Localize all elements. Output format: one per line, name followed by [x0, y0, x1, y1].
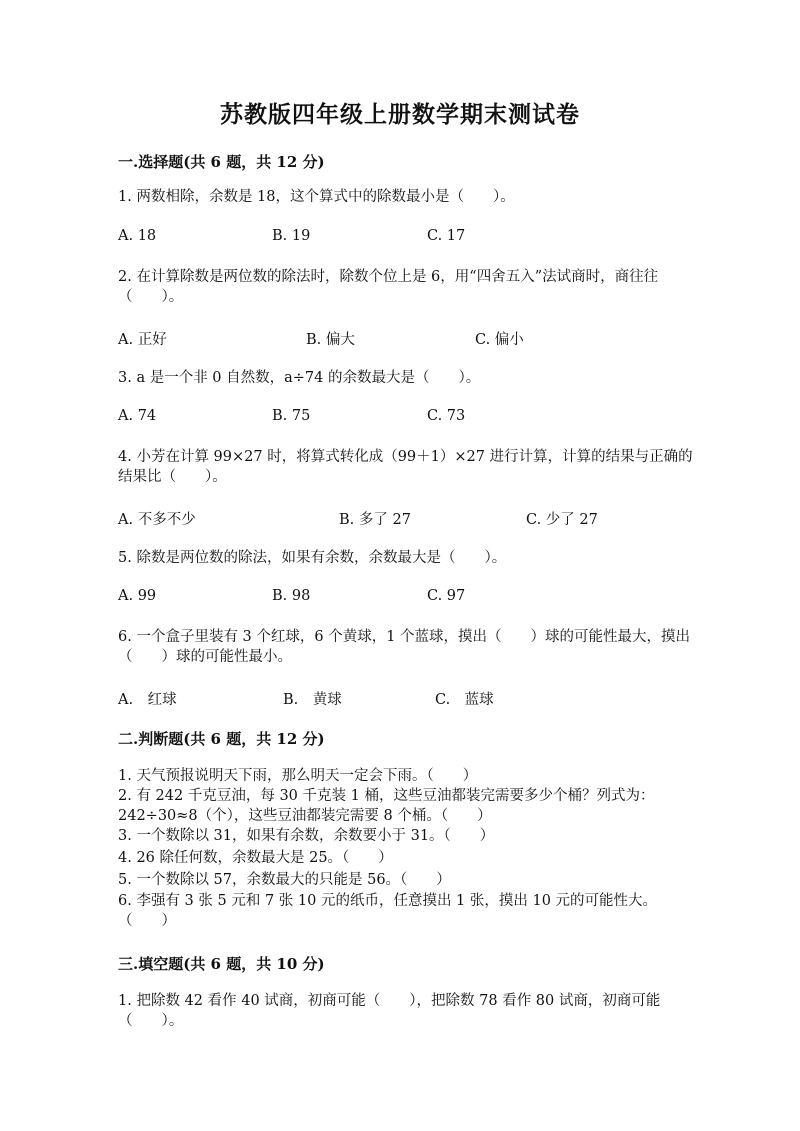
options-5 [118, 588, 718, 610]
question-1: 1. 两数相除，余数是 18，这个算式中的除数最小是（ ）。 [118, 189, 515, 205]
judgment-item-3: 3. 一个数除以 31，如果有余数，余数要小于 31。（ ） [118, 828, 495, 844]
options-6 [118, 688, 718, 710]
options-2 [118, 328, 718, 350]
option-b: B. 偏大 [306, 332, 355, 348]
question-4: 4. 小芳在计算 99×27 时，将算式转化成（99＋1）×27 进行计算，计算的结果与正确的结果比（ ）。 [118, 449, 693, 485]
judgment-item-2: 2. 有 242 千克豆油，每 30 千克装 1 桶，这些豆油都装完需要多少个桶？列式为：242÷30≈8（个），这些豆油都装完需要 8 个桶。（ ） [118, 788, 655, 824]
option-a: A. 正好 [118, 332, 167, 348]
option-c: C. 97 [427, 588, 466, 604]
option-b: B. 黄球 [283, 692, 342, 708]
options-4 [118, 508, 718, 530]
page-title: 苏教版四年级上册数学期末测试卷 [220, 101, 580, 128]
option-b: B. 19 [272, 228, 311, 244]
judgment-item-1: 1. 天气预报说明天下雨，那么明天一定会下雨。（ ） [118, 768, 478, 784]
judgment-item-5: 5. 一个数除以 57，余数最大的只能是 56。（ ） [118, 872, 451, 888]
option-a: A. 74 [118, 408, 157, 424]
option-a: A. 不多不少 [118, 512, 196, 528]
option-a: A. 18 [118, 228, 157, 244]
option-c: C. 17 [427, 228, 466, 244]
section-heading-choice: 一.选择题(共 6 题，共 12 分) [118, 153, 325, 171]
judgment-item-4: 4. 26 除任何数，余数最大是 25。（ ） [118, 850, 393, 866]
options-3 [118, 408, 718, 430]
option-c: C. 73 [427, 408, 466, 424]
option-c: C. 少了 27 [526, 512, 598, 528]
question-2: 2. 在计算除数是两位数的除法时，除数个位上是 6，用“四舍五入”法试商时，商往往（ ）。 [118, 269, 659, 305]
fill-question-1: 1. 把除数 42 看作 40 试商，初商可能（ ），把除数 78 看作 80 试商，初商可能（ ）。 [118, 993, 661, 1029]
option-b: B. 多了 27 [339, 512, 411, 528]
option-a: A. 99 [118, 588, 157, 604]
options-1 [118, 228, 718, 250]
section-heading-fill-blank: 三.填空题(共 6 题，共 10 分) [118, 955, 325, 973]
question-6: 6. 一个盒子里装有 3 个红球，6 个黄球，1 个蓝球，摸出（ ）球的可能性最大，摸出（ ）球的可能性最小。 [118, 629, 691, 665]
option-c: C. 偏小 [475, 332, 524, 348]
section-heading-judgment: 二.判断题(共 6 题，共 12 分) [118, 730, 325, 748]
question-5: 5. 除数是两位数的除法，如果有余数，余数最大是（ ）。 [118, 550, 507, 566]
question-3: 3. a 是一个非 0 自然数，a÷74 的余数最大是（ ）。 [118, 370, 481, 386]
option-b: B. 98 [272, 588, 311, 604]
option-c: C. 蓝球 [435, 692, 494, 708]
option-b: B. 75 [272, 408, 311, 424]
option-a: A. 红球 [118, 692, 177, 708]
judgment-item-6: 6. 李强有 3 张 5 元和 7 张 10 元的纸币，任意摸出 1 张，摸出 10 元的可能性大。 （ ） [118, 893, 679, 929]
